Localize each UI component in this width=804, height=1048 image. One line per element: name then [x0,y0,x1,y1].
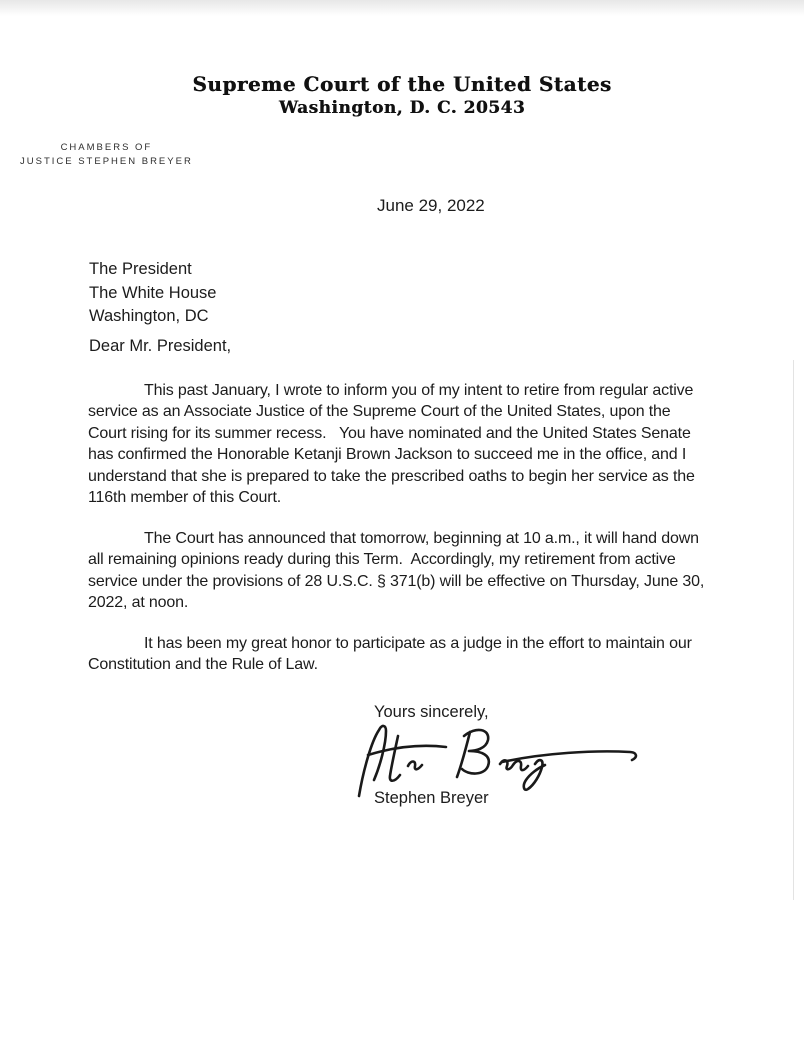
scan-edge-line [793,360,794,900]
chambers-justice-name: JUSTICE STEPHEN BREYER [20,156,193,167]
letterhead-address: Washington, D. C. 20543 [278,98,526,118]
valediction: Yours sincerely, [374,703,489,721]
date-line: June 29, 2022 [377,196,485,215]
chambers-of-label: CHAMBERS OF [60,142,153,153]
body-paragraph-3: It has been my great honor to participate as a judge in the effort to maintain our Constitution and the Rule of Law. [88,635,697,674]
salutation: Dear Mr. President, [89,337,232,355]
scan-shadow-top [0,0,804,16]
letterhead [0,72,804,118]
chambers-block [20,141,193,169]
typed-signature-name: Stephen Breyer [374,789,489,807]
recipient-line-white-house: The White House [89,283,217,302]
recipient-address [89,258,216,329]
recipient-line-city: Washington, DC [89,307,209,325]
letterhead-court-name: Supreme Court of the United States [192,72,612,96]
body-paragraph-1: This past January, I wrote to inform you of my intent to retire from regular active service as an Associate Justice of the Supreme Court of the United States, upon the Court rising for its summer recess. You have nominated and the United States Senate has confirmed the Honorable Ketanji Brown Jackson to succeed me in the office, and I understand that she is prepared to take the prescribed oaths to begin her service as the 116th member of this Court. [88,382,700,507]
recipient-line-president: The President [89,260,192,278]
body-paragraph-2: The Court has announced that tomorrow, beginning at 10 a.m., it will hand down all remaining opinions ready during this Term. Accordingly, my retirement from active service under the provisions of 28 U.S.C. § 371(b) will be effective on Thursday, June 30, 2022, at noon. [88,530,709,612]
